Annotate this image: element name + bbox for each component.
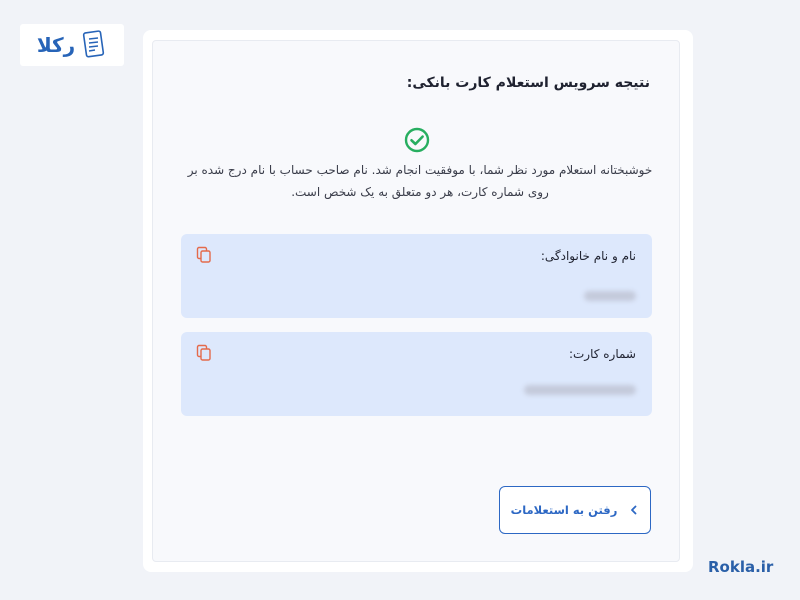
go-to-inquiries-button[interactable] [499, 486, 651, 534]
watermark-text: Rokla.ir [708, 558, 774, 576]
blurred-card-number-value [524, 385, 636, 395]
blurred-name-value [584, 291, 636, 301]
brand-logo[interactable] [20, 24, 124, 66]
copy-icon[interactable] [195, 246, 213, 264]
card-number-field-box [181, 332, 652, 416]
chevron-left-icon [629, 505, 639, 515]
result-panel [152, 40, 680, 562]
check-circle-icon [404, 127, 430, 153]
document-icon [81, 30, 107, 60]
name-field-box [181, 234, 652, 318]
copy-icon[interactable] [195, 344, 213, 362]
button-label: رفتن به استعلامات [510, 503, 618, 517]
success-message: خوشبختانه استعلام مورد نظر شما، با موفقیت انجام شد. نام صاحب حساب با نام درج شده بر روی شماره کارت، هر دو متعلق به یک شخص است. [187, 163, 653, 199]
field-label: نام و نام خانوادگی: [540, 249, 636, 263]
field-label: شماره کارت: [568, 347, 636, 361]
logo-text: رکلا [36, 33, 76, 57]
page-title: نتیجه سرویس استعلام کارت بانکی: [406, 75, 650, 91]
